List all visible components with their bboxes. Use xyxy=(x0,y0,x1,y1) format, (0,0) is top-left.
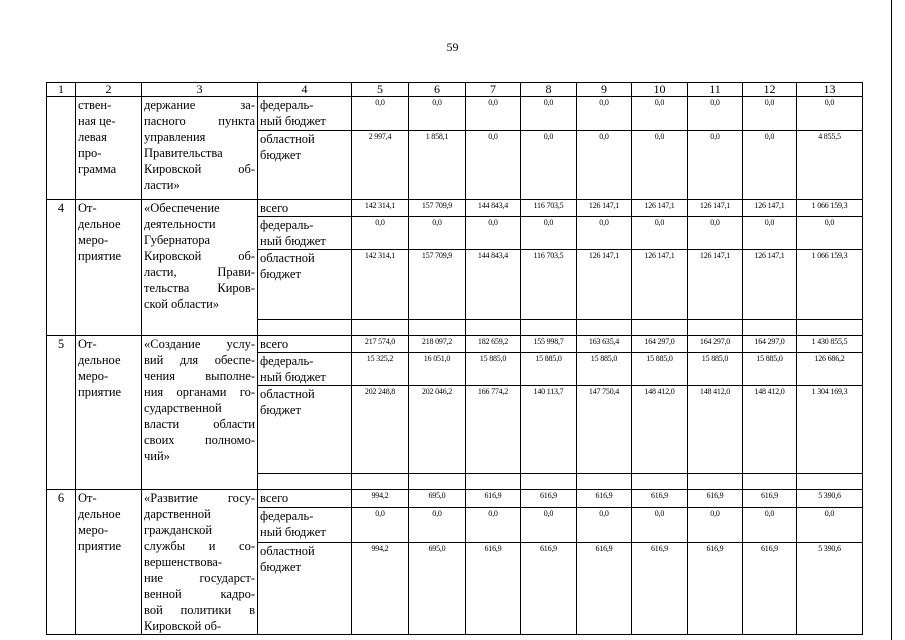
item-type-line: От- xyxy=(78,337,97,351)
header-row xyxy=(47,83,863,97)
column-header: 7 xyxy=(466,83,521,97)
funding-source xyxy=(258,543,352,635)
item-name-line: Кировской об- xyxy=(144,619,222,633)
item-name-line: гражданской xyxy=(144,523,213,537)
amount-cell: 0,0 xyxy=(352,217,409,250)
funding-source xyxy=(258,250,352,320)
funding-source xyxy=(258,508,352,543)
amount-cell: 15 885,0 xyxy=(466,353,521,386)
empty-cell xyxy=(632,474,688,490)
amount-cell: 126 147,1 xyxy=(632,200,688,217)
empty-cell xyxy=(409,320,466,336)
amount-cell: 15 885,0 xyxy=(521,353,577,386)
funding-source-line: федераль- xyxy=(260,509,314,524)
funding-source-line: ный бюджет xyxy=(260,114,326,128)
amount-cell: 140 113,7 xyxy=(521,386,577,474)
amount-cell: 0,0 xyxy=(352,97,409,131)
item-type-line: меро- xyxy=(78,369,109,383)
empty-cell xyxy=(577,320,632,336)
item-name-line: ласти, Прави- xyxy=(144,265,255,279)
budget-table xyxy=(46,82,863,635)
amount-cell: 0,0 xyxy=(577,97,632,131)
column-header: 6 xyxy=(409,83,466,97)
empty-cell xyxy=(632,320,688,336)
amount-cell: 5 390,6 xyxy=(797,490,863,508)
amount-cell: 994,2 xyxy=(352,490,409,508)
item-name-line: держание за- xyxy=(144,98,255,112)
column-header: 12 xyxy=(743,83,797,97)
item-name-line: Правительства xyxy=(144,146,223,160)
empty-cell xyxy=(797,320,863,336)
amount-cell: 0,0 xyxy=(632,508,688,543)
amount-cell: 994,2 xyxy=(352,543,409,635)
amount-cell: 0,0 xyxy=(688,508,743,543)
amount-cell: 126 147,1 xyxy=(577,200,632,217)
amount-cell: 0,0 xyxy=(688,97,743,131)
amount-cell: 0,0 xyxy=(743,508,797,543)
funding-source-line: бюджет xyxy=(260,267,301,281)
amount-cell: 616,9 xyxy=(521,490,577,508)
item-type xyxy=(76,200,142,336)
item-name-line: ласти» xyxy=(144,178,180,192)
amount-cell: 616,9 xyxy=(577,543,632,635)
funding-source-line: бюджет xyxy=(260,560,301,575)
item-type-line: От- xyxy=(78,201,97,215)
amount-cell: 0,0 xyxy=(743,217,797,250)
item-type xyxy=(76,97,142,200)
amount-cell: 202 248,8 xyxy=(352,386,409,474)
item-name xyxy=(142,200,258,336)
amount-cell: 126 147,1 xyxy=(688,200,743,217)
item-name-line: ние государст- xyxy=(144,571,255,585)
item-type-line: меро- xyxy=(78,233,109,247)
empty-cell xyxy=(688,474,743,490)
item-name-line: «Создание услу- xyxy=(144,337,255,351)
item-name-line: тельства Киров- xyxy=(144,281,255,295)
amount-cell: 616,9 xyxy=(577,490,632,508)
funding-source xyxy=(258,386,352,474)
amount-cell: 16 051,0 xyxy=(409,353,466,386)
item-name-line: своих полномо- xyxy=(144,433,255,447)
amount-cell: 157 709,9 xyxy=(409,200,466,217)
amount-cell: 218 097,2 xyxy=(409,336,466,353)
page-edge-line xyxy=(891,0,892,640)
amount-cell: 616,9 xyxy=(466,490,521,508)
amount-cell: 15 885,0 xyxy=(688,353,743,386)
empty-cell xyxy=(797,474,863,490)
amount-cell: 1 858,1 xyxy=(409,131,466,200)
amount-cell: 1 066 159,3 xyxy=(797,200,863,217)
amount-cell: 147 750,4 xyxy=(577,386,632,474)
amount-cell: 0,0 xyxy=(743,131,797,200)
amount-cell: 148 412,0 xyxy=(632,386,688,474)
item-type-line: приятие xyxy=(78,385,122,399)
item-name-line: деятельности xyxy=(144,217,216,231)
amount-cell: 15 885,0 xyxy=(632,353,688,386)
amount-cell: 163 635,4 xyxy=(577,336,632,353)
amount-cell: 2 997,4 xyxy=(352,131,409,200)
column-header: 1 xyxy=(47,83,76,97)
item-name xyxy=(142,97,258,200)
item-name-line: управления xyxy=(144,130,206,144)
amount-cell: 0,0 xyxy=(577,131,632,200)
amount-cell: 166 774,2 xyxy=(466,386,521,474)
column-header: 8 xyxy=(521,83,577,97)
funding-source-line: всего xyxy=(260,337,289,351)
empty-cell xyxy=(521,474,577,490)
amount-cell: 616,9 xyxy=(688,490,743,508)
page-number: 59 xyxy=(446,40,459,54)
amount-cell: 0,0 xyxy=(521,97,577,131)
amount-cell: 695,0 xyxy=(409,543,466,635)
amount-cell: 0,0 xyxy=(466,97,521,131)
funding-source xyxy=(258,217,352,250)
amount-cell: 0,0 xyxy=(409,508,466,543)
item-type-line: дельное xyxy=(78,353,121,367)
amount-cell: 126 147,1 xyxy=(743,200,797,217)
funding-source-line: федераль- xyxy=(260,354,314,368)
amount-cell: 155 998,7 xyxy=(521,336,577,353)
item-name-line: венной кадро- xyxy=(144,587,255,601)
item-name-line: чения выполне- xyxy=(144,369,255,383)
column-header: 13 xyxy=(797,83,863,97)
amount-cell: 126 686,2 xyxy=(797,353,863,386)
column-header: 11 xyxy=(688,83,743,97)
amount-cell: 0,0 xyxy=(521,508,577,543)
amount-cell: 164 297,0 xyxy=(688,336,743,353)
amount-cell: 616,9 xyxy=(743,543,797,635)
item-name-line: ния органами го- xyxy=(144,385,255,399)
item-name-line: вершенствова- xyxy=(144,555,223,569)
item-type-line: дельное xyxy=(78,217,121,231)
amount-cell: 148 412,0 xyxy=(743,386,797,474)
item-name-line: службы и со- xyxy=(144,539,255,553)
item-type-line: ная це- xyxy=(78,114,116,128)
item-name-line: «Обеспечение xyxy=(144,201,220,215)
amount-cell: 126 147,1 xyxy=(577,250,632,320)
amount-cell: 126 147,1 xyxy=(688,250,743,320)
item-type-line: ствен- xyxy=(78,98,112,112)
amount-cell: 0,0 xyxy=(466,131,521,200)
amount-cell: 15 885,0 xyxy=(743,353,797,386)
row-number: 6 xyxy=(47,490,76,635)
item-type-line: приятие xyxy=(78,539,122,553)
amount-cell: 695,0 xyxy=(409,490,466,508)
empty-cell xyxy=(409,474,466,490)
amount-cell: 0,0 xyxy=(409,217,466,250)
amount-cell: 15 885,0 xyxy=(577,353,632,386)
funding-source xyxy=(258,336,352,353)
funding-source-line: федераль- xyxy=(260,218,314,232)
empty-cell xyxy=(466,474,521,490)
amount-cell: 0,0 xyxy=(577,217,632,250)
amount-cell: 0,0 xyxy=(409,97,466,131)
amount-cell: 144 843,4 xyxy=(466,250,521,320)
funding-source-line: ный бюджет xyxy=(260,370,326,384)
funding-source xyxy=(258,353,352,386)
amount-cell: 0,0 xyxy=(688,131,743,200)
item-name-line: ской области» xyxy=(144,297,220,311)
funding-source-line: областной xyxy=(260,544,315,559)
amount-cell: 1 430 855,5 xyxy=(797,336,863,353)
amount-cell: 0,0 xyxy=(632,131,688,200)
amount-cell: 0,0 xyxy=(521,217,577,250)
empty-cell xyxy=(352,320,409,336)
funding-source xyxy=(258,200,352,217)
empty-cell xyxy=(258,320,352,336)
amount-cell: 0,0 xyxy=(521,131,577,200)
amount-cell: 0,0 xyxy=(632,217,688,250)
amount-cell: 0,0 xyxy=(688,217,743,250)
amount-cell: 0,0 xyxy=(466,508,521,543)
item-type xyxy=(76,336,142,490)
amount-cell: 5 390,6 xyxy=(797,543,863,635)
amount-cell: 164 297,0 xyxy=(743,336,797,353)
amount-cell: 616,9 xyxy=(632,490,688,508)
empty-cell xyxy=(743,320,797,336)
amount-cell: 144 843,4 xyxy=(466,200,521,217)
item-name-line: Губернатора xyxy=(144,233,211,247)
item-type-line: меро- xyxy=(78,523,109,537)
funding-source xyxy=(258,97,352,131)
amount-cell: 142 314,1 xyxy=(352,250,409,320)
funding-source-line: всего xyxy=(260,201,289,215)
item-name-line: дарственной xyxy=(144,507,211,521)
item-name-line: чий» xyxy=(144,449,170,463)
item-name-line: пасного пункта xyxy=(144,114,255,128)
amount-cell: 616,9 xyxy=(743,490,797,508)
amount-cell: 0,0 xyxy=(577,508,632,543)
item-name-line: власти области xyxy=(144,417,255,431)
row-number: 4 xyxy=(47,200,76,336)
amount-cell: 0,0 xyxy=(352,508,409,543)
funding-source-line: ный бюджет xyxy=(260,525,326,540)
amount-cell: 0,0 xyxy=(797,217,863,250)
amount-cell: 4 855,5 xyxy=(797,131,863,200)
amount-cell: 0,0 xyxy=(466,217,521,250)
amount-cell: 126 147,1 xyxy=(743,250,797,320)
funding-source-line: федераль- xyxy=(260,98,314,112)
amount-cell: 116 703,5 xyxy=(521,250,577,320)
column-header: 2 xyxy=(76,83,142,97)
amount-cell: 616,9 xyxy=(521,543,577,635)
item-name xyxy=(142,490,258,635)
funding-source-line: ный бюджет xyxy=(260,234,326,248)
empty-cell xyxy=(466,320,521,336)
amount-cell: 142 314,1 xyxy=(352,200,409,217)
empty-cell xyxy=(258,474,352,490)
funding-source-line: бюджет xyxy=(260,148,301,162)
amount-cell: 616,9 xyxy=(466,543,521,635)
amount-cell: 1 304 169,3 xyxy=(797,386,863,474)
item-type-line: грамма xyxy=(78,162,117,176)
item-name-line: вий для обеспе- xyxy=(144,353,255,367)
item-name-line: сударственной xyxy=(144,401,222,415)
amount-cell: 157 709,9 xyxy=(409,250,466,320)
empty-cell xyxy=(521,320,577,336)
column-header: 9 xyxy=(577,83,632,97)
amount-cell: 1 066 159,3 xyxy=(797,250,863,320)
amount-cell: 182 659,2 xyxy=(466,336,521,353)
amount-cell: 217 574,0 xyxy=(352,336,409,353)
empty-cell xyxy=(352,474,409,490)
item-type-line: приятие xyxy=(78,249,122,263)
amount-cell: 0,0 xyxy=(632,97,688,131)
table-row xyxy=(47,97,863,131)
item-name-line: «Развитие госу- xyxy=(144,491,255,505)
row-number xyxy=(47,97,76,200)
item-type-line: левая xyxy=(78,130,107,144)
amount-cell: 616,9 xyxy=(632,543,688,635)
amount-cell: 0,0 xyxy=(797,97,863,131)
amount-cell: 202 046,2 xyxy=(409,386,466,474)
item-type-line: дельное xyxy=(78,507,121,521)
item-type-line: От- xyxy=(78,491,97,505)
row-number: 5 xyxy=(47,336,76,490)
amount-cell: 15 325,2 xyxy=(352,353,409,386)
amount-cell: 126 147,1 xyxy=(632,250,688,320)
funding-source-line: всего xyxy=(260,491,289,505)
item-name-line: Кировской об- xyxy=(144,249,255,263)
table-row xyxy=(47,336,863,353)
funding-source xyxy=(258,490,352,508)
column-header: 3 xyxy=(142,83,258,97)
item-type-line: про- xyxy=(78,146,102,160)
amount-cell: 0,0 xyxy=(743,97,797,131)
table-row xyxy=(47,490,863,508)
item-name-line: Кировской об- xyxy=(144,162,255,176)
item-type xyxy=(76,490,142,635)
funding-source-line: областной xyxy=(260,251,315,265)
empty-cell xyxy=(688,320,743,336)
empty-cell xyxy=(743,474,797,490)
empty-cell xyxy=(577,474,632,490)
amount-cell: 0,0 xyxy=(797,508,863,543)
item-name xyxy=(142,336,258,490)
amount-cell: 616,9 xyxy=(688,543,743,635)
column-header: 10 xyxy=(632,83,688,97)
column-header: 5 xyxy=(352,83,409,97)
amount-cell: 164 297,0 xyxy=(632,336,688,353)
table-row xyxy=(47,200,863,217)
funding-source xyxy=(258,131,352,200)
amount-cell: 148 412,0 xyxy=(688,386,743,474)
column-header: 4 xyxy=(258,83,352,97)
funding-source-line: областной xyxy=(260,387,315,401)
item-name-line: вой политики в xyxy=(144,603,255,617)
funding-source-line: бюджет xyxy=(260,403,301,417)
amount-cell: 116 703,5 xyxy=(521,200,577,217)
funding-source-line: областной xyxy=(260,132,315,146)
